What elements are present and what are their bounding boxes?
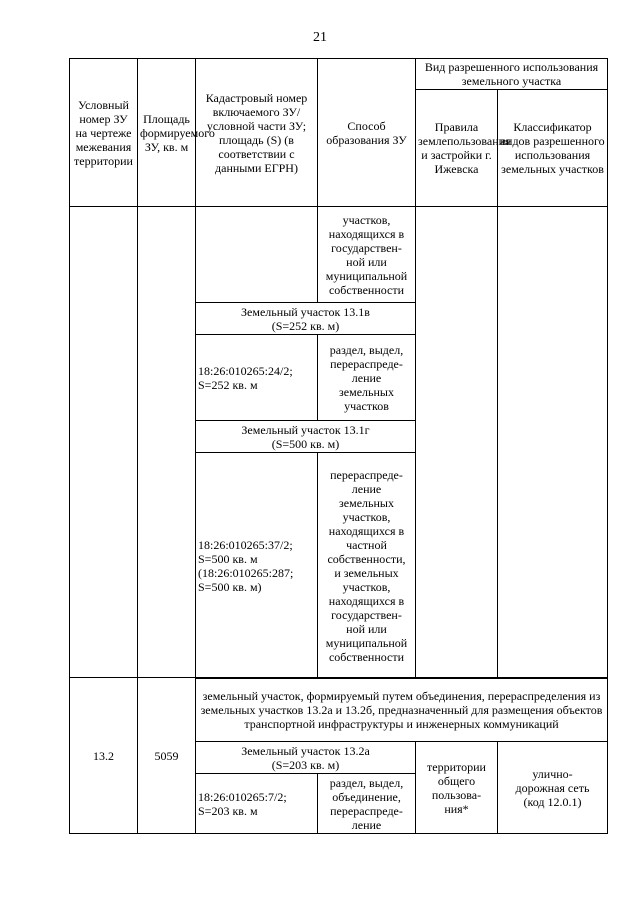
formation-method-13-1g: перераспреде- ление земельных участков, находящихся в частной собственности, и земельных участков, находящихся в государствен- ной или муниципальной собственности bbox=[318, 453, 416, 679]
subplot-13-1v-title bbox=[196, 303, 416, 335]
formation-method-cont: участков, находящихся в государствен- ной или муниципальной собственности bbox=[318, 207, 416, 303]
plot-area-13-2: 5059 bbox=[138, 678, 196, 834]
header-use-classifier: Классификатор видов разрешенного использования земельных участков bbox=[498, 90, 608, 207]
cadastral-13-1g: 18:26:010265:37/2; S=500 кв. м (18:26:010265:287; S=500 кв. м) bbox=[196, 453, 318, 679]
use-classifier-13-2a: улично- дорожная сеть (код 12.0.1) bbox=[498, 742, 608, 834]
subplot-area: (S=203 кв. м) bbox=[271, 757, 340, 772]
cadastral-13-2a: 18:26:010265:7/2; S=203 кв. м bbox=[196, 774, 318, 834]
formation-method-13-1v: раздел, выдел, перераспреде- ление земельных участков bbox=[318, 335, 416, 421]
subplot-13-1g-title bbox=[196, 421, 416, 453]
header-plot-area: Площадь формируемого ЗУ, кв. м bbox=[138, 59, 196, 207]
subplot-title: Земельный участок 13.1в bbox=[241, 304, 370, 319]
header-zoning-rules: Правила землепользования и застройки г. Ижевска bbox=[416, 90, 498, 207]
header-formation-method: Способ образования ЗУ bbox=[318, 59, 416, 207]
cadastral-cell-empty bbox=[196, 207, 318, 303]
subplot-area: (S=252 кв. м) bbox=[271, 318, 340, 333]
formation-method-13-2a: раздел, выдел, объединение, перераспреде- ление bbox=[318, 774, 416, 834]
header-plot-number: Условный номер ЗУ на чертеже межевания территории bbox=[70, 59, 138, 207]
plot-number-cell-empty bbox=[70, 207, 138, 679]
subplot-title: Земельный участок 13.1г bbox=[241, 422, 370, 437]
use-classifier-cell-empty bbox=[498, 207, 608, 679]
header-cadastral-number: Кадастровый номер включаемого ЗУ/ условной части ЗУ; площадь (S) (в соответствии с данными ЕГРН) bbox=[196, 59, 318, 207]
zoning-rules-cell-empty bbox=[416, 207, 498, 679]
subplot-title: Земельный участок 13.2а bbox=[241, 743, 370, 758]
subplot-area: (S=500 кв. м) bbox=[271, 436, 340, 451]
page-number: 21 bbox=[313, 30, 327, 45]
cadastral-13-1v: 18:26:010265:24/2; S=252 кв. м bbox=[196, 335, 318, 421]
plot-number-13-2: 13.2 bbox=[70, 678, 138, 834]
header-permitted-use: Вид разрешенного использования земельного участка bbox=[416, 59, 608, 90]
plot-area-cell-empty bbox=[138, 207, 196, 679]
zoning-rules-13-2a: территории общего пользова- ния* bbox=[416, 742, 498, 834]
land-plots-table bbox=[69, 58, 608, 679]
subplot-13-2a-title bbox=[196, 742, 416, 774]
land-plots-table-13-2 bbox=[69, 677, 608, 834]
plot-13-2-description: земельный участок, формируемый путем объединения, перераспределения из земельных участков 13.2а и 13.2б, предназначенный для размещения объектов транспортной инфраструктуры и инженерных коммуникаций bbox=[196, 678, 608, 742]
